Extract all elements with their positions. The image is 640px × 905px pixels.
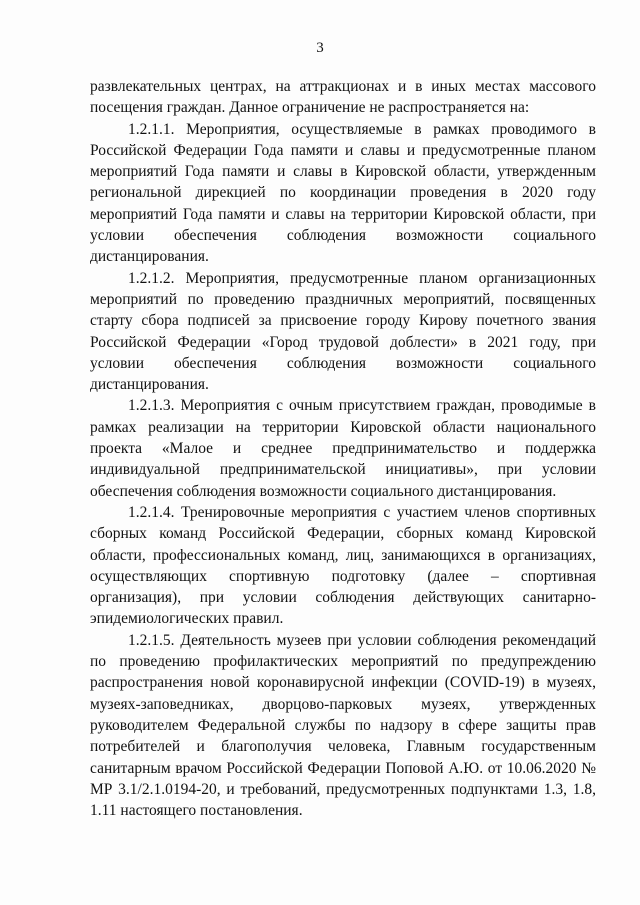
document-body: [90, 76, 596, 821]
paragraph-1-2-1-5: 1.2.1.5. Деятельность музеев при условии соблюдения рекомендаций по проведению профилактических мероприятий по предупреждению распространения новой коронавирусной инфекции (COVID-19) в музеях, музеях-заповедниках, дворцово-парковых музеях, утвержденных руководителем Федеральной службы по надзору в сфере защиты прав потребителей и благополучия человека, Главным государственным санитарным врачом Российской Федерации Поповой А.Ю. от 10.06.2020 № МР 3.1/2.1.0194-20, и требований, предусмотренных подпунктами 1.3, 1.8, 1.11 настоящего постановления.: [90, 631, 596, 820]
paragraph-1-2-1-4: 1.2.1.4. Тренировочные мероприятия с участием членов спортивных сборных команд Российской Федерации, сборных команд Кировской области, профессиональных команд, лиц, занимающихся в организациях, осуществляющих спортивную подготовку (далее – спортивная организация), при условии соблюдения действующих санитарно-эпидемиологических правил.: [90, 503, 596, 628]
paragraph-1-2-1-2: 1.2.1.2. Мероприятия, предусмотренные планом организационных мероприятий по проведению праздничных мероприятий, посвященных старту сбора подписей за присвоение городу Кирову почетного звания Российской Федерации «Город трудовой доблести» в 2021 году, при условии обеспечения соблюдения возможности социального дистанцирования.: [90, 269, 596, 394]
page-number: 3: [316, 40, 324, 56]
paragraph-1-2-1-3: 1.2.1.3. Мероприятия с очным присутствием граждан, проводимые в рамках реализации на территории Кировской области национального проекта «Малое и среднее предпринимательство и поддержка индивидуальной предпринимательской инициативы», при условии обеспечения соблюдения возможности социального дистанцирования.: [90, 397, 596, 500]
paragraph-1-2-1-1: 1.2.1.1. Мероприятия, осуществляемые в рамках проводимого в Российской Федерации Года памяти и славы и предусмотренные планом мероприятий Года памяти и славы в Кировской области, утвержденным региональной дирекцией по координации проведения в 2020 году мероприятий Года памяти и славы на территории Кировской области, при условии обеспечения соблюдения возможности социального дистанцирования.: [90, 120, 596, 266]
paragraph-continuation: развлекательных центрах, на аттракционах и в иных местах массового посещения граждан. Данное ограничение не распространяется на:: [90, 78, 596, 117]
